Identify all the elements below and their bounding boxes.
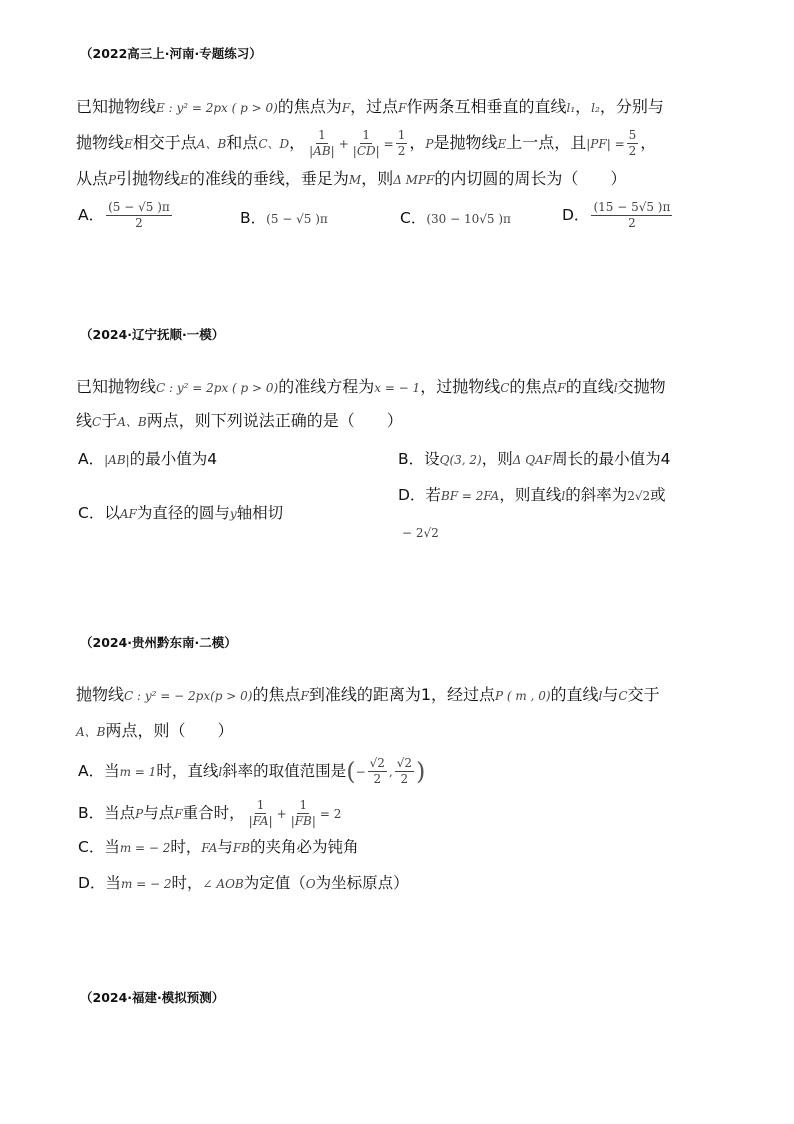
q3-option-c[interactable]: C．当m = − 2时，FA与FB的夹角必为钝角 <box>78 838 359 856</box>
q1-stem-line2: 抛物线E相交于点A、B和点C、D， $\frac{1}{|AB|}$ + $\frac{1}{|CD|}$ = $\frac{1}{2}$ ，P是抛物线E上一点，且|PF| = $\frac{5}{2}$ ， <box>76 128 657 158</box>
q3-option-a[interactable]: A．当m = 1时，直线l斜率的取值范围是(− $\frac{√2}{2}$ , $\frac{√2}{2}$ ) <box>78 756 426 786</box>
q2-option-d[interactable]: D．若BF = 2FA，则直线l的斜率为2√2或 <box>398 486 666 504</box>
fraction: $\frac{(5 - √5 )\pi}{2}$ <box>108 200 170 230</box>
q1-option-a[interactable]: A． $\frac{(5 - √5 )\pi}{2}$ <box>78 200 170 230</box>
q1-source: （2022高三上·河南·专题练习） <box>80 46 262 61</box>
fraction: $\frac{√2}{2}$ <box>369 756 385 786</box>
q2-option-d-cont: − 2√2 <box>402 526 439 540</box>
fraction: $\frac{(15 - 5√5 )\pi}{2}$ <box>593 200 671 230</box>
q2-stem-line2: 线C于A、B两点，则下列说法正确的是（ ） <box>76 411 403 430</box>
q2-option-b[interactable]: B．设Q(3, 2)，则Δ QAF周长的最小值为4 <box>398 450 671 468</box>
fraction: $\frac{1}{|CD|}$ <box>352 128 380 158</box>
q3-source: （2024·贵州黔东南·二模） <box>80 635 237 650</box>
fraction: $\frac{√2}{2}$ <box>396 756 413 786</box>
q1-option-c[interactable]: C．(30 − 10√5 )π <box>400 209 511 227</box>
q3-stem-line1: 抛物线C : y² = − 2px(p > 0)的焦点F到准线的距离为1，经过点P ( m , 0)的直线l与C交于 <box>76 685 660 704</box>
q2-option-c[interactable]: C．以AF为直径的圆与y轴相切 <box>78 504 284 522</box>
q1-option-b[interactable]: B．(5 − √5 )π <box>240 209 328 227</box>
fraction: $\frac{1}{|AB|}$ <box>309 128 335 158</box>
q4-source: （2024·福建·模拟预测） <box>80 990 225 1005</box>
fraction: $\frac{1}{|FA|}$ <box>248 798 273 828</box>
q2-stem-line1: 已知抛物线C : y² = 2px ( p > 0)的准线方程为x = − 1，过抛物线C的焦点F的直线l交抛物 <box>76 377 666 396</box>
q3-option-d[interactable]: D．当m = − 2时，∠ AOB为定值（O为坐标原点） <box>78 874 409 892</box>
fraction: $\frac{1}{2}$ <box>397 128 406 158</box>
fraction: $\frac{5}{2}$ <box>628 128 637 158</box>
fraction: $\frac{1}{|FB|}$ <box>290 798 316 828</box>
q3-stem-line2: A、B两点，则（ ） <box>76 721 234 740</box>
left-paren: ( <box>346 757 356 786</box>
q1-stem-line1: 已知抛物线E : y² = 2px ( p > 0)的焦点为F，过点F作两条互相垂直的直线l₁，l₂，分别与 <box>76 97 664 116</box>
q3-option-b[interactable]: B．当点P与点F重合时， $\frac{1}{|FA|}$ + $\frac{1}{|FB|}$ = 2 <box>78 798 342 828</box>
q2-source: （2024·辽宁抚顺·一模） <box>80 327 225 342</box>
right-paren: ) <box>416 757 426 786</box>
q1-option-d[interactable]: D． $\frac{(15 - 5√5 )\pi}{2}$ <box>562 200 671 230</box>
q2-option-a[interactable]: A．|AB|的最小值为4 <box>78 450 218 468</box>
q1-stem-line3: 从点P引抛物线E的准线的垂线，垂足为M，则Δ MPF的内切圆的周长为（ ） <box>76 169 627 188</box>
